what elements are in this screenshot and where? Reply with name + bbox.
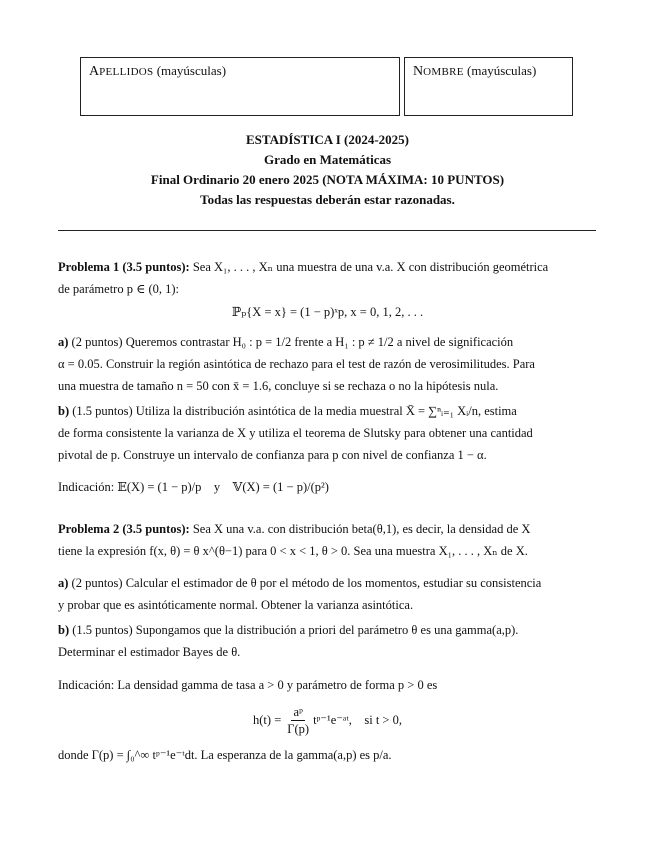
problem2-heading: Problema 2 (3.5 puntos): <box>58 522 190 536</box>
nombre-label-note: (mayúsculas) <box>467 63 537 78</box>
header-divider <box>58 230 596 231</box>
gamma-eq-numerator: aᵖ <box>293 704 303 719</box>
gamma-eq-lhs: h(t) = <box>253 712 282 727</box>
exam-title: ESTADÍSTICA I (2024-2025) <box>245 132 409 147</box>
problem1-a-line1: (2 puntos) Queremos contrastar H₀ : p = 1/2 frente a H₁ : p ≠ 1/2 a nivel de significación <box>71 335 514 349</box>
problem2-a-label: a) <box>58 576 69 590</box>
problem2-equation <box>0 700 655 740</box>
apellidos-label-note: (mayúsculas) <box>156 63 227 78</box>
gamma-eq-fraction <box>285 704 311 737</box>
problem1-intro <box>58 256 596 300</box>
problem1-heading: Problema 1 (3.5 puntos): <box>58 260 190 274</box>
exam-degree: Grado en Matemáticas <box>263 152 392 167</box>
exam-header <box>0 130 655 210</box>
problem2-intro-line1: Sea X una v.a. con distribución beta(θ,1), es decir, la densidad de X <box>192 522 531 536</box>
gamma-eq-denominator: Γ(p) <box>287 721 310 736</box>
problem1-equation: ℙₚ{X = x} = (1 − p)ˣp, x = 0, 1, 2, . . . <box>231 305 424 319</box>
problem1-part-a <box>58 331 596 397</box>
problem1-b-label: b) <box>58 404 70 418</box>
problem1-a-line3: una muestra de tamaño n = 50 con x̄ = 1.6, concluye si se rechaza o no la hipótesis nula. <box>58 379 499 393</box>
nombre-label <box>413 63 536 80</box>
problem2-intro <box>58 518 596 562</box>
problem2-part-a <box>58 572 596 616</box>
problem1-intro-line1: Sea X₁, . . . , Xₙ una muestra de una v.a. X con distribución geométrica <box>192 260 549 274</box>
problem2-b-line1: (1.5 puntos) Supongamos que la distribución a priori del parámetro θ es una gamma(a,p). <box>72 623 519 637</box>
problem1-intro-line2: de parámetro p ∈ (0, 1): <box>58 282 180 296</box>
apellidos-box[interactable] <box>80 57 400 116</box>
problem2-a-line2: y probar que es asintóticamente normal. Obtener la varianza asintótica. <box>58 598 414 612</box>
problem1-b-line1: (1.5 puntos) Utiliza la distribución asintótica de la media muestral X̄ = ∑ⁿᵢ₌₁ Xᵢ/n, estima <box>72 404 517 418</box>
apellidos-label-initial: A <box>89 64 100 79</box>
problem2-part-b <box>58 619 596 663</box>
nombre-label-initial: N <box>413 64 424 79</box>
exam-session: Final Ordinario 20 enero 2025 (NOTA MÁXIMA: 10 PUNTOS) <box>150 172 505 187</box>
problem2-b-label: b) <box>58 623 70 637</box>
gamma-eq-rhs: tᵖ⁻¹e⁻ᵃᵗ, si t > 0, <box>313 713 402 727</box>
problem2-hint: Indicación: La densidad gamma de tasa a > 0 y parámetro de forma p > 0 es <box>58 678 438 692</box>
problem2-footer: donde Γ(p) = ∫₀^∞ tᵖ⁻¹e⁻ᵗdt. La esperanza de la gamma(a,p) es p/a. <box>58 748 392 762</box>
problem2-b-line2: Determinar el estimador Bayes de θ. <box>58 645 241 659</box>
exam-instruction: Todas las respuestas deberán estar razonadas. <box>200 192 455 207</box>
problem1-hint: Indicación: 𝔼(X) = (1 − p)/p y 𝕍(X) = (1 − p)/(p²) <box>58 480 329 494</box>
problem1-a-label: a) <box>58 335 69 349</box>
problem1-b-line3: pivotal de p. Construye un intervalo de confianza para p con nivel de confianza 1 − α. <box>58 448 487 462</box>
apellidos-label <box>89 63 226 80</box>
nombre-label-rest: OMBRE <box>423 66 464 78</box>
apellidos-label-rest: PELLIDOS <box>99 66 154 78</box>
problem1-a-line2: α = 0.05. Construir la región asintótica de rechazo para el test de razón de verosimilitudes. Para <box>58 357 535 371</box>
nombre-box[interactable] <box>404 57 573 116</box>
problem1-b-line2: de forma consistente la varianza de X y utiliza el teorema de Slutsky para obtener una cantidad <box>58 426 533 440</box>
problem2-intro-line2: tiene la expresión f(x, θ) = θ x^(θ−1) para 0 < x < 1, θ > 0. Sea una muestra X₁, . . . , Xₙ de X. <box>58 544 528 558</box>
problem1-part-b <box>58 400 596 466</box>
problem2-a-line1: (2 puntos) Calcular el estimador de θ por el método de los momentos, estudiar su consistencia <box>71 576 542 590</box>
